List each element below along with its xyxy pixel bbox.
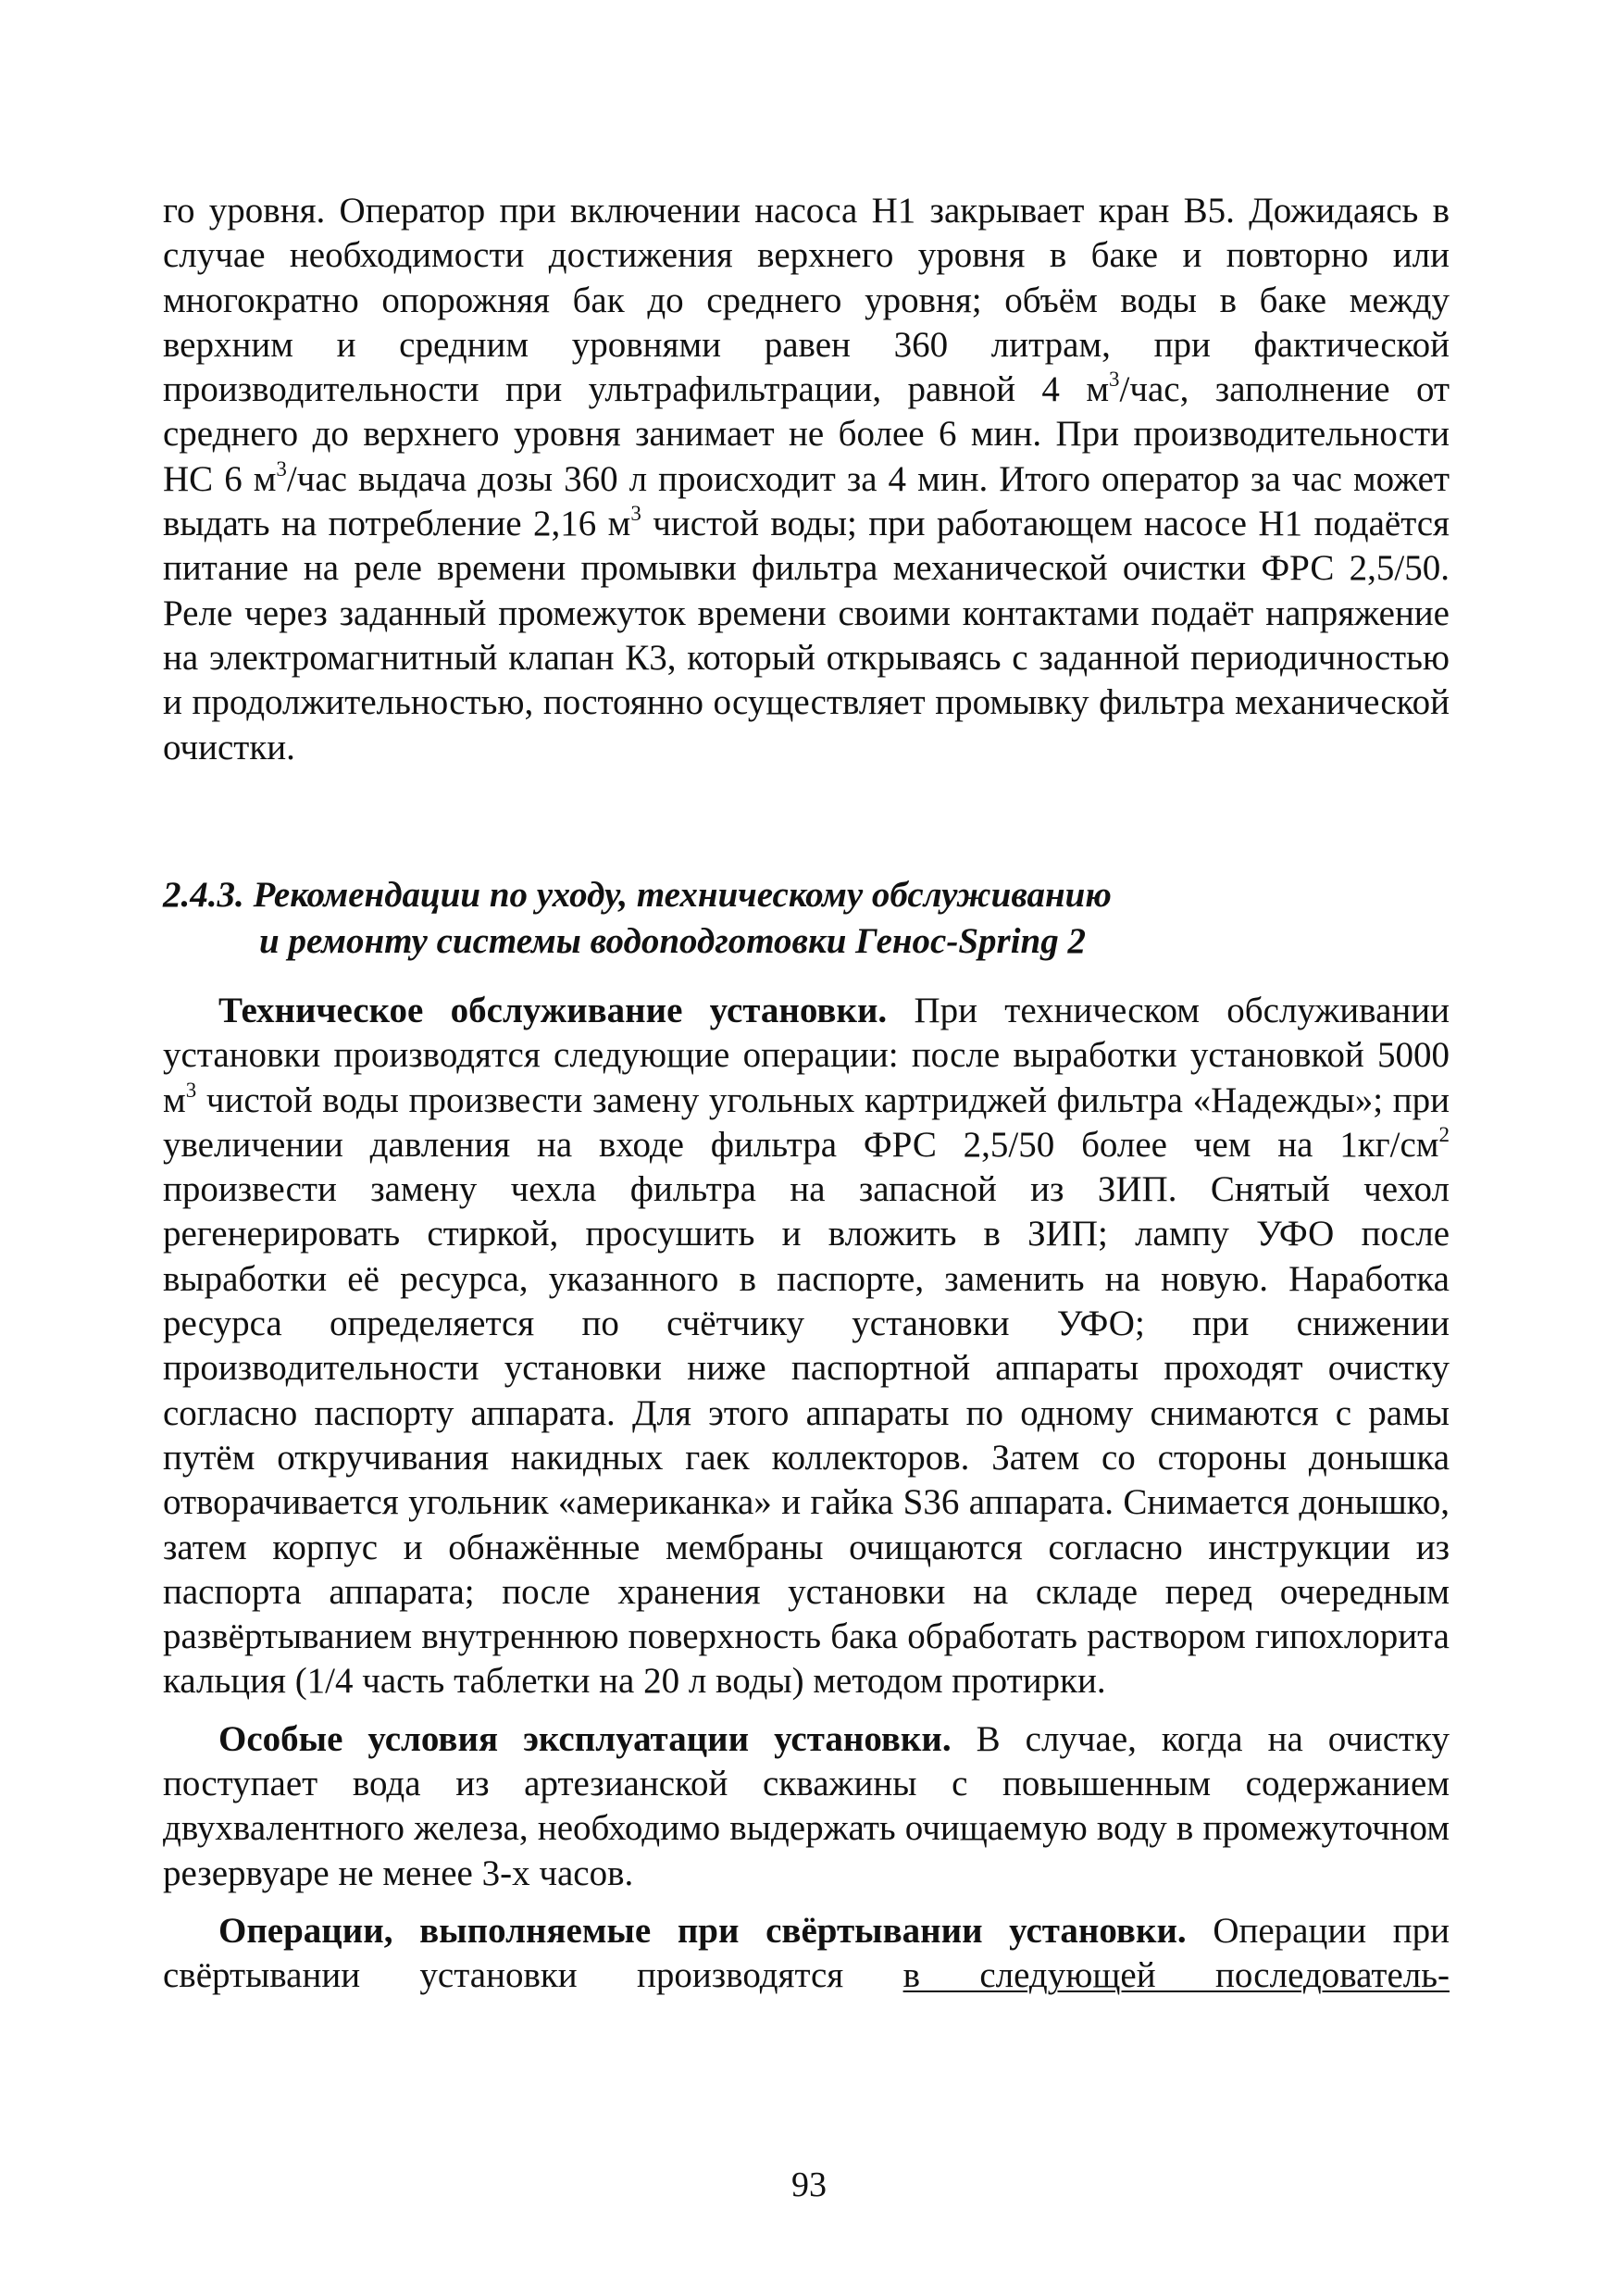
p1-text-2: /час, заполнение от среднего до верхнего уровня занимает не более 6 мин. При производительности НС 6 м — [163, 369, 1450, 499]
p3-text: В случае, когда на очистку поступает вода из артезианской скважины с повышенным содержанием двухвалентного железа, необходимо выдержать очищаемую воду в промежуточном резервуаре не менее 3-х часов. — [163, 1718, 1450, 1893]
p1-sup-1: 3 — [1109, 368, 1120, 392]
section-heading-line-2: и ремонту системы водоподготовки Генос-Spring 2 — [259, 921, 1086, 961]
section-heading — [163, 872, 1450, 965]
p1-sup-3: 3 — [630, 502, 641, 526]
p1-text-1: го уровня. Оператор при включении насоса Н1 закрывает кран В5. Дожидаясь в случае необходимости достижения верхнего уровня в баке и повторно или многократно опорожняя бак до среднего уровня; объём воды в баке между верхним и средним уровнями равен 360 литрам, при фактической производительности при ультрафильтрации, равной 4 м — [163, 191, 1450, 410]
p2-text-1: При техническом обслуживании установки производятся следующие операции: после выработки установкой 5000 м — [163, 991, 1450, 1120]
text-block-bottom — [163, 989, 1450, 1999]
p2-sup-2: 2 — [1438, 1122, 1450, 1146]
p4-underlined-text: в следующей последователь- — [902, 1955, 1450, 1996]
p2-sup-1: 3 — [185, 1078, 197, 1102]
text-block-top — [163, 189, 1450, 770]
p2-lead: Техническое обслуживание установки. — [218, 991, 888, 1030]
paragraph-folding-operations — [163, 1909, 1450, 1999]
p2-text-3: произвести замену чехла фильтра на запасной из ЗИП. Снятый чехол регенерировать стиркой, просушить и вложить в ЗИП; лампу УФО после выработки её ресурса, указанного в паспорте, заменить на новую. Наработка ресурса определяется по счётчику установки УФО; при снижении производительности установки ниже паспортной аппараты проходят очистку согласно паспорту аппарата. Для этого аппараты по одному снимаются с рамы путём откручивания накидных гаек коллекторов. Затем со стороны донышка отворачивается угольник «американка» и гайка S36 аппарата. Снимается донышко, затем корпус и обнажённые мембраны очищаются согласно инструкции из паспорта аппарата; после хранения установки на складе перед очередным развёртыванием внутреннюю поверхность бака обработать раствором гипохлорита кальция (1/4 часть таблетки на 20 л воды) методом протирки. — [163, 1169, 1450, 1702]
p4-lead: Операции, выполняемые при свёртывании установки. — [218, 1910, 1187, 1951]
section-heading-line-1: 2.4.3. Рекомендации по уходу, техническому обслуживанию — [163, 875, 1112, 915]
p2-text-2: чистой воды произвести замену угольных картриджей фильтра «Надежды»; при увеличении давления на входе фильтра ФРС 2,5/50 более чем на 1кг/см — [163, 1079, 1450, 1165]
paragraph-operation-description — [163, 189, 1450, 770]
p1-sup-2: 3 — [276, 456, 287, 480]
paragraph-special-conditions — [163, 1717, 1450, 1896]
p3-lead: Особые условия эксплуатации установки. — [218, 1718, 952, 1759]
paragraph-maintenance — [163, 989, 1450, 1704]
p4-text: Операции при свёртывании установки производятся — [163, 1910, 1450, 1996]
p1-text-4: чистой воды; при работающем насосе Н1 подаётся питание на реле времени промывки фильтра механической очистки ФРС 2,5/50. Реле через заданный промежуток времени своими контактами подаёт напряжение на электромагнитный клапан К3, который открываясь с заданной периодичностью и продолжительностью, постоянно осуществляет промывку фильтра механической очистки. — [163, 504, 1450, 767]
p1-text-3: /час выдача дозы 360 л происходит за 4 мин. Итого оператор за час может выдать на потребление 2,16 м — [163, 458, 1450, 544]
page-number: 93 — [791, 2165, 827, 2204]
